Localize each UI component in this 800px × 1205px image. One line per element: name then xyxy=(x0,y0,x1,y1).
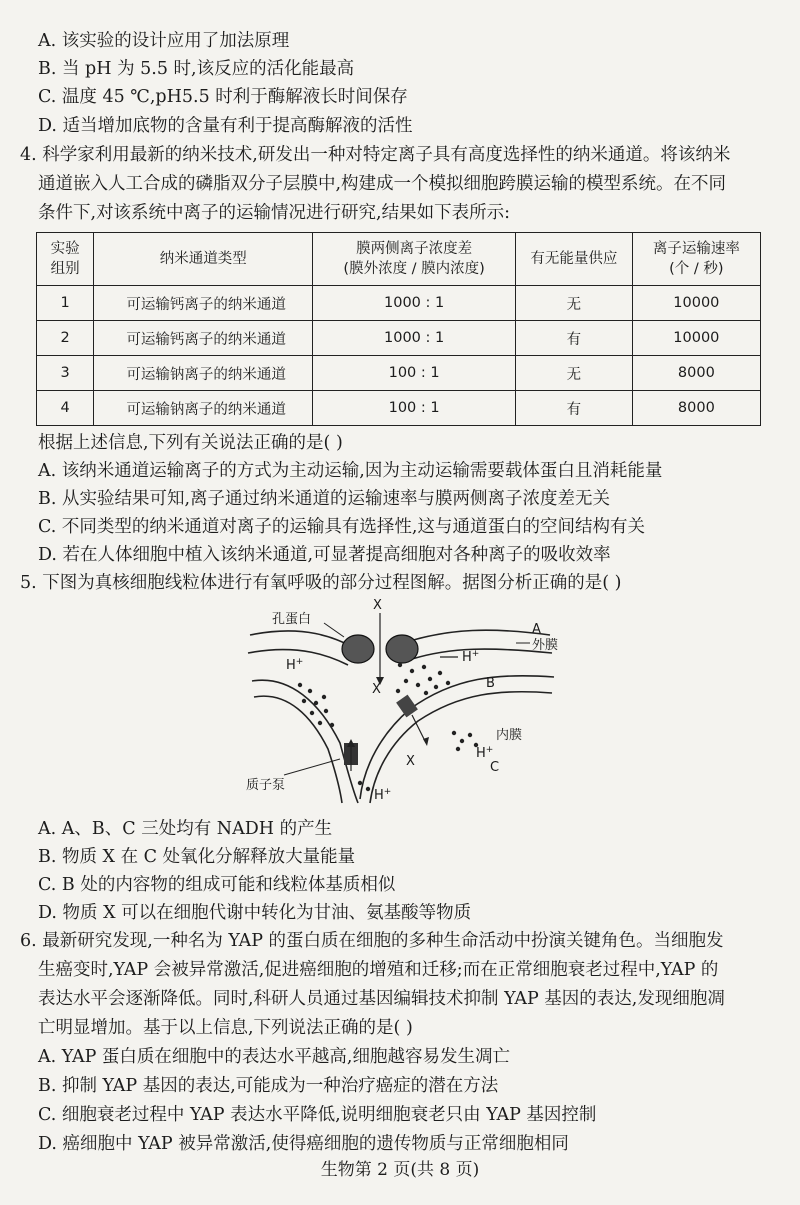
q5-option-d: D. 物质 X 可以在细胞代谢中转化为甘油、氨基酸等物质 xyxy=(38,903,472,923)
label-x-bottom: X xyxy=(406,754,415,769)
cell-conc: 1000 : 1 xyxy=(313,286,516,321)
q6-option-c: C. 细胞衰老过程中 YAP 表达水平降低,说明细胞衰老只由 YAP 基因控制 xyxy=(38,1105,597,1125)
header-conc-line1: 膜两侧离子浓度差 xyxy=(356,241,473,257)
label-outer-membrane: 外膜 xyxy=(532,638,559,653)
proton-pump-leader xyxy=(284,759,340,775)
label-h-inner: H+ xyxy=(476,745,494,761)
q6-stem-line: 生癌变时,YAP 会被异常激活,促进癌细胞的增殖和迁移;而在正常细胞衰老过程中,YAP 的 xyxy=(38,960,719,980)
label-h-left: H+ xyxy=(286,657,304,673)
pore-protein-leader xyxy=(324,623,344,637)
q5-option-b: B. 物质 X 在 C 处氧化分解释放大量能量 xyxy=(38,847,356,867)
q4-stem-line: 条件下,对该系统中离子的运输情况进行研究,结果如下表所示: xyxy=(38,203,511,223)
header-energy: 有无能量供应 xyxy=(515,233,632,286)
cell-conc: 1000 : 1 xyxy=(313,321,516,356)
header-concentration xyxy=(313,233,516,286)
q4-stem-line: 通道嵌入人工合成的磷脂双分子层膜中,构建成一个模拟细胞跨膜运输的模型系统。在不同 xyxy=(38,174,727,194)
cell-group: 1 xyxy=(37,286,94,321)
cell-conc: 100 : 1 xyxy=(313,391,516,426)
outer-membrane-right-top xyxy=(410,630,550,641)
label-h-right: H+ xyxy=(462,649,480,665)
pore-protein-right xyxy=(386,635,418,663)
cell-type: 可运输钠离子的纳米通道 xyxy=(94,391,313,426)
label-c: C xyxy=(490,760,500,775)
header-group xyxy=(37,233,94,286)
header-group-line1: 实验 xyxy=(50,241,80,257)
cell-type: 可运输钠离子的纳米通道 xyxy=(94,356,313,391)
label-pore-protein: 孔蛋白 xyxy=(272,612,312,627)
q5-option-c: C. B 处的内容物的组成可能和线粒体基质相似 xyxy=(38,875,396,895)
cell-energy: 有 xyxy=(515,321,632,356)
label-h-bottom: H+ xyxy=(374,787,392,803)
q6-stem-line: 表达水平会逐渐降低。同时,科研人员通过基因编辑技术抑制 YAP 基因的表达,发现细胞凋 xyxy=(38,989,725,1009)
q4-option-c: C. 不同类型的纳米通道对离子的运输具有选择性,这与通道蛋白的空间结构有关 xyxy=(38,517,645,537)
table-header-row xyxy=(37,233,761,286)
cell-rate: 10000 xyxy=(632,286,760,321)
page-footer: 生物第 2 页(共 8 页) xyxy=(320,1160,480,1180)
cell-group: 4 xyxy=(37,391,94,426)
inner-membrane-right-inner xyxy=(360,676,554,799)
q5-option-a: A. A、B、C 三处均有 NADH 的产生 xyxy=(38,819,333,839)
label-inner-membrane: 内膜 xyxy=(496,728,523,743)
table-row xyxy=(37,391,761,426)
q3-option-d: D. 适当增加底物的含量有利于提高酶解液的活性 xyxy=(38,116,413,136)
q6-option-b: B. 抑制 YAP 基因的表达,可能成为一种治疗癌症的潜在方法 xyxy=(38,1076,499,1096)
mitochondria-diagram xyxy=(240,593,570,813)
header-rate-line1: 离子运输速率 xyxy=(652,241,740,257)
cell-type: 可运输钙离子的纳米通道 xyxy=(94,286,313,321)
q3-option-a: A. 该实验的设计应用了加法原理 xyxy=(38,31,290,51)
label-x-top: X xyxy=(373,598,382,613)
outer-membrane-right-bottom xyxy=(412,649,552,659)
cell-energy: 有 xyxy=(515,391,632,426)
ion-transport-table xyxy=(36,232,761,426)
header-type: 纳米通道类型 xyxy=(94,233,313,286)
pore-protein-left xyxy=(342,635,374,663)
q6-option-d: D. 癌细胞中 YAP 被异常激活,使得癌细胞的遗传物质与正常细胞相同 xyxy=(38,1134,569,1154)
q3-option-b: B. 当 pH 为 5.5 时,该反应的活化能最高 xyxy=(38,59,355,79)
cell-rate: 10000 xyxy=(632,321,760,356)
table-row xyxy=(37,356,761,391)
cell-rate: 8000 xyxy=(632,391,760,426)
label-b: B xyxy=(486,676,495,691)
q6-option-a: A. YAP 蛋白质在细胞中的表达水平越高,细胞越容易发生凋亡 xyxy=(38,1047,510,1067)
header-rate-line2: (个 / 秒) xyxy=(669,261,724,277)
q6-stem-line: 亡明显增加。基于以上信息,下列说法正确的是( ) xyxy=(38,1018,413,1038)
table-row xyxy=(37,321,761,356)
header-rate xyxy=(632,233,760,286)
q5-stem: 5. 下图为真核细胞线粒体进行有氧呼吸的部分过程图解。据图分析正确的是( ) xyxy=(20,573,622,593)
q6-stem-line: 6. 最新研究发现,一种名为 YAP 的蛋白质在细胞的多种生命活动中扮演关键角色。当细胞发 xyxy=(20,931,724,951)
label-proton-pump: 质子泵 xyxy=(246,778,286,793)
table-row xyxy=(37,286,761,321)
label-x-middle: X xyxy=(372,682,381,697)
inner-membrane-right-outer xyxy=(370,692,552,803)
cell-energy: 无 xyxy=(515,356,632,391)
cell-conc: 100 : 1 xyxy=(313,356,516,391)
cell-rate: 8000 xyxy=(632,356,760,391)
cell-group: 3 xyxy=(37,356,94,391)
q4-stem-line: 4. 科学家利用最新的纳米技术,研发出一种对特定离子具有高度选择性的纳米通道。将该纳米 xyxy=(20,145,731,165)
inner-membrane-transporter xyxy=(396,695,418,718)
q3-option-c: C. 温度 45 ℃,pH5.5 时利于酶解液长时间保存 xyxy=(38,87,408,107)
cell-type: 可运输钙离子的纳米通道 xyxy=(94,321,313,356)
header-conc-line2: (膜外浓度 / 膜内浓度) xyxy=(343,261,485,277)
header-group-line2: 组别 xyxy=(50,261,80,277)
q4-option-d: D. 若在人体细胞中植入该纳米通道,可显著提高细胞对各种离子的吸收效率 xyxy=(38,545,611,565)
q4-question: 根据上述信息,下列有关说法正确的是( ) xyxy=(38,433,343,453)
proton-dots xyxy=(298,663,478,791)
cell-energy: 无 xyxy=(515,286,632,321)
q4-option-a: A. 该纳米通道运输离子的方式为主动运输,因为主动运输需要载体蛋白且消耗能量 xyxy=(38,461,663,481)
cell-group: 2 xyxy=(37,321,94,356)
label-a: A xyxy=(532,622,541,637)
q4-option-b: B. 从实验结果可知,离子通过纳米通道的运输速率与膜两侧离子浓度差无关 xyxy=(38,489,611,509)
